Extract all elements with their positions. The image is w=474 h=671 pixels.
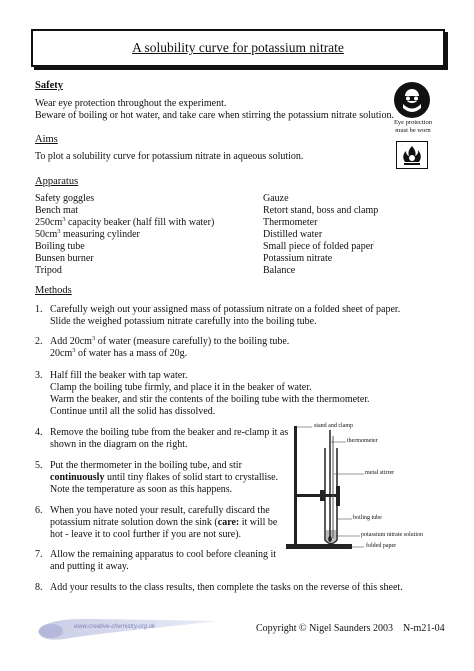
label-metal-stirrer: metal stirrer (365, 470, 395, 476)
step-4-line-2: shown in the diagram on the right. (50, 439, 188, 450)
flammable-hazard-icon (396, 141, 428, 169)
methods-heading: Methods (35, 285, 72, 296)
document-code: N-m21-04 (403, 623, 445, 634)
apparatus-item (35, 217, 214, 230)
text: potassium nitrate solution down the sink ( (50, 517, 218, 528)
step-3-line-1: Half fill the beaker with tap water. (50, 370, 188, 381)
step-4-line-1: Remove the boiling tube from the beaker and re-clamp it as (50, 427, 289, 438)
apparatus-item: Safety goggles (35, 193, 95, 204)
step-7-line-1: Allow the remaining apparatus to cool before cleaning it (50, 549, 277, 560)
step-3-line-4: Continue until all the solid has dissolved. (50, 406, 216, 417)
step-1-line-2: Slide the weighed potassium nitrate carefully into the boiling tube. (50, 316, 317, 327)
label-stand-and-clamp: stand and clamp (314, 423, 353, 429)
beaker-rest: capacity beaker (half fill with water) (65, 217, 215, 228)
apparatus-item: Potassium nitrate (263, 253, 333, 264)
step-5-line-2 (50, 472, 278, 485)
step-2-line-2 (50, 348, 187, 361)
step-5-line-1: Put the thermometer in the boiling tube, and stir (50, 460, 242, 471)
apparatus-item: Balance (263, 265, 296, 276)
creative-chemistry-logo (34, 615, 220, 641)
emphasis: continuously (50, 472, 105, 483)
step-6-line-1: When you have noted your result, carefully discard the (50, 505, 270, 516)
copyright-text: Copyright © Nigel Saunders 2003 (256, 623, 394, 634)
emphasis: care: (217, 517, 240, 528)
cylinder-rest: measuring cylinder (60, 229, 140, 240)
label-folded-paper: folded paper (366, 543, 397, 549)
step-number: 5. (35, 460, 43, 471)
label-boiling-tube: boiling tube (353, 515, 382, 521)
step-number: 4. (35, 427, 43, 438)
step-8-line-1: Add your results to the class results, then complete the tasks on the reverse of this sheet. (50, 582, 403, 593)
label-potassium-nitrate-solution: potassium nitrate solution (361, 532, 423, 538)
apparatus-heading: Apparatus (35, 176, 79, 187)
page-title: A solubility curve for potassium nitrate (132, 40, 344, 55)
step-6-line-3: hot - leave it to cool further if you are not sure). (50, 529, 242, 540)
aims-heading: Aims (35, 134, 58, 145)
step-2-line-1 (50, 336, 289, 349)
eye-caption-line-1: Eye protection (393, 119, 433, 126)
clamp-arm (296, 494, 338, 497)
thermometer-bulb (328, 536, 332, 542)
step-5-line-3: Note the temperature as soon as this happens. (50, 484, 233, 495)
stand-rod (294, 426, 297, 544)
apparatus-item: Boiling tube (35, 241, 85, 252)
step-number: 8. (35, 582, 43, 593)
text: it will be (239, 517, 278, 528)
text: of water (measure carefully) to the boiling tube. (95, 336, 290, 347)
apparatus-item (35, 229, 140, 242)
apparatus-item: Thermometer (263, 217, 318, 228)
eye-protection-icon (394, 82, 430, 118)
title-box (31, 29, 445, 67)
logo-text: www.creative-chemistry.org.uk (74, 624, 155, 630)
step-number: 6. (35, 505, 43, 516)
safety-line-2: Beware of boiling or hot water, and take care when stirring the potassium nitrate solution. (35, 110, 394, 121)
step-6-line-2 (50, 517, 277, 530)
step-number: 7. (35, 549, 43, 560)
safety-heading: Safety (35, 80, 63, 91)
apparatus-item: Distilled water (263, 229, 323, 240)
label-thermometer: thermometer (347, 438, 378, 444)
text: Add 20cm (50, 336, 92, 347)
text: until tiny flakes of solid start to crystallise. (104, 472, 279, 483)
superscript: 3 (62, 216, 66, 223)
apparatus-item: Small piece of folded paper (263, 241, 374, 252)
text: of water has a mass of 20g. (75, 348, 188, 359)
cylinder-volume: 50cm (35, 229, 58, 240)
step-number: 2. (35, 336, 43, 347)
superscript: 3 (57, 228, 61, 235)
apparatus-item: Bench mat (35, 205, 79, 216)
step-number: 1. (35, 304, 43, 315)
beaker-volume: 250cm (35, 217, 63, 228)
step-3-line-2: Clamp the boiling tube firmly, and place it in the beaker of water. (50, 382, 312, 393)
step-1-line-1: Carefully weigh out your assigned mass of potassium nitrate on a folded sheet of paper. (50, 304, 401, 315)
aims-text: To plot a solubility curve for potassium nitrate in aqueous solution. (35, 151, 304, 162)
step-7-line-2: and putting it away. (50, 561, 129, 572)
eye-protection-caption (380, 119, 446, 134)
eye-caption-line-2: must be worn (395, 126, 431, 134)
safety-line-1: Wear eye protection throughout the experiment. (35, 98, 227, 109)
apparatus-item: Tripod (35, 265, 62, 276)
step-number: 3. (35, 370, 43, 381)
apparatus-item: Retort stand, boss and clamp (263, 205, 379, 216)
superscript: 3 (72, 347, 76, 354)
apparatus-diagram (286, 418, 436, 558)
step-3-line-3: Warm the beaker, and stir the contents of the boiling tube with the thermometer. (50, 394, 370, 405)
text: 20cm (50, 348, 73, 359)
apparatus-item: Gauze (263, 193, 289, 204)
superscript: 3 (91, 335, 96, 342)
apparatus-item: Bunsen burner (35, 253, 94, 264)
